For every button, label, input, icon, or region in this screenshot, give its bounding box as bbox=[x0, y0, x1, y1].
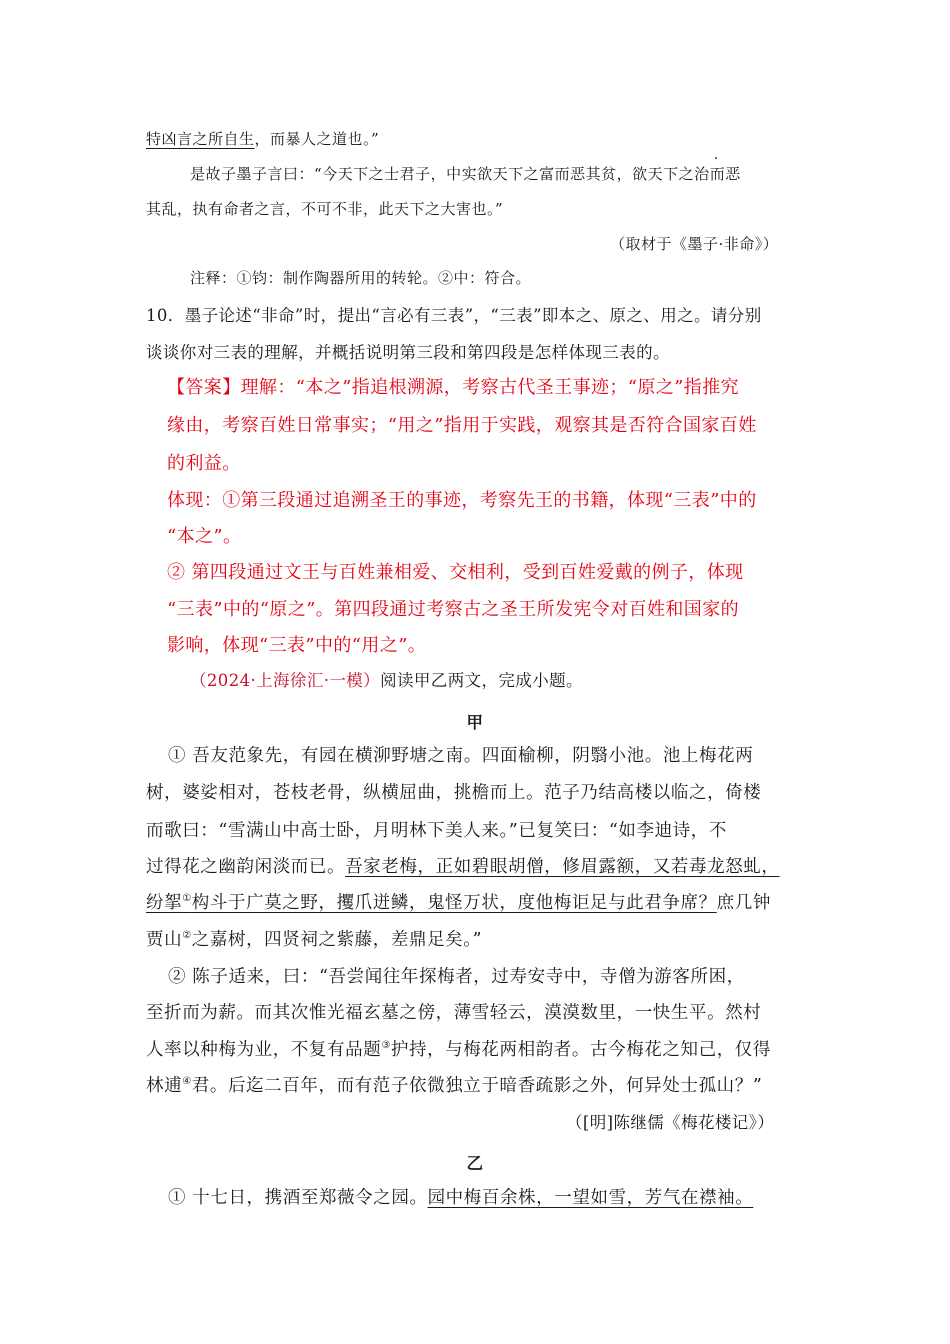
passage-line bbox=[146, 1036, 771, 1061]
answer-line: 的利益。 bbox=[167, 453, 241, 474]
emphasis-dot-char: 而 bbox=[709, 165, 726, 183]
passage-line: ② 陈子适来，曰：“吾尝闻往年探梅者，过寿安寺中，寺僧为游客所困， bbox=[168, 967, 745, 987]
question-line: 谈谈你对三表的理解，并概括说明第三段和第四段是怎样体现三表的。 bbox=[146, 343, 670, 362]
underlined-text: 特凶言之所自生 bbox=[146, 130, 255, 148]
passage-line: 树，婆娑相对，苍枝老骨，纵横屈曲，挑檐而上。范子乃结高楼以临之，倚楼 bbox=[146, 783, 762, 803]
text: 恶 bbox=[725, 165, 741, 183]
underlined-text: 园中梅百余株，一望如雪，芳气在襟袖。 bbox=[427, 1188, 754, 1208]
text: 君。后迄二百年，而有范子依微独立于暗香疏影之外，何异处士孤山？” bbox=[191, 1076, 763, 1096]
underlined-text: 吾家老梅，正如碧眼胡僧，修眉露额，又若毒龙怒虬， bbox=[345, 857, 780, 877]
passage-line bbox=[146, 926, 482, 951]
text: 纷挐 bbox=[146, 893, 183, 913]
answer-line: 缘由，考察百姓日常事实；“用之”指用于实践，观察其是否符合国家百姓 bbox=[167, 415, 757, 436]
source-tag: （2024·上海徐汇·一模） bbox=[190, 671, 381, 690]
excerpt-line bbox=[190, 163, 741, 184]
excerpt-line: 其乱，执有命者之言，不可不非，此天下之大害也。” bbox=[146, 200, 504, 218]
reading-intro bbox=[190, 667, 583, 691]
passage-line: 而歌曰：“雪满山中高士卧，月明林下美人来。”已复笑曰：“如李迪诗，不 bbox=[146, 821, 727, 841]
footnote-marker: ② bbox=[182, 930, 192, 942]
answer-line: 影响，体现“三表”中的“用之”。 bbox=[167, 635, 427, 656]
answer-line: “三表”中的“原之”。第四段通过考察古之圣王所发宪令对百姓和国家的 bbox=[167, 599, 740, 620]
passage-heading: 甲 bbox=[466, 713, 484, 732]
excerpt-line bbox=[146, 128, 379, 149]
text: ，而暴人之道也。” bbox=[254, 130, 380, 148]
source-citation: （[明]陈继儒《梅花楼记》） bbox=[566, 1113, 775, 1132]
passage-line bbox=[146, 889, 771, 914]
text: 人率以种梅为业，不复有品题 bbox=[146, 1040, 382, 1060]
passage-line: 至折而为薪。而其次惟光福玄墓之傍，薄雪轻云，漠漠数里，一快生平。然村 bbox=[146, 1003, 762, 1023]
passage-line bbox=[168, 1184, 753, 1209]
text: 构斗于广莫之野，攫爪迸鳞，鬼怪万状，度他梅讵足与此君争席？ bbox=[191, 893, 717, 913]
passage-heading: 乙 bbox=[466, 1154, 484, 1173]
question-line: 10．墨子论述“非命”时，提出“言必有三表”，“三表”即本之、原之、用之。请分别 bbox=[146, 306, 762, 325]
footnote-marker: ① bbox=[182, 893, 192, 905]
notes: 注释：①钧：制作陶器所用的转轮。②中：符合。 bbox=[190, 269, 532, 287]
text: 阅读甲乙两文，完成小题。 bbox=[380, 671, 583, 690]
passage-line bbox=[146, 1072, 762, 1097]
text: 是故子墨子言曰：“今天下之士君子，中实欲天下之富而恶其贫，欲天下之治 bbox=[190, 165, 710, 183]
text: ① 十七日，携酒至郑薇令之园。 bbox=[168, 1188, 428, 1208]
passage-line: ① 吾友范象先，有园在横泖野塘之南。四面榆柳，阴翳小池。池上梅花两 bbox=[168, 746, 754, 766]
passage-line bbox=[146, 853, 780, 878]
answer-line: ② 第四段通过文王与百姓兼相爱、交相利，受到百姓爱戴的例子，体现 bbox=[167, 562, 744, 583]
source-citation: （取材于《墨子·非命》） bbox=[610, 235, 779, 253]
text: 林逋 bbox=[146, 1076, 183, 1096]
text: 贾山 bbox=[146, 930, 183, 950]
text: 护持，与梅花两相韵者。古今梅花之知己，仅得 bbox=[390, 1040, 771, 1060]
text: 过得花之幽韵闲淡而已。 bbox=[146, 857, 346, 877]
text: 庶几钟 bbox=[716, 893, 771, 913]
footnote-marker: ④ bbox=[182, 1076, 192, 1088]
footnote-marker: ③ bbox=[381, 1040, 391, 1052]
answer-line: 【答案】理解：“本之”指追根溯源，考察古代圣王事迹；“原之”指推究 bbox=[167, 377, 740, 398]
underlined-text bbox=[146, 893, 717, 913]
text: 之嘉树，四贤祠之紫藤，差鼎足矣。” bbox=[191, 930, 483, 950]
answer-line: 体现：①第三段通过追溯圣王的事迹，考察先王的书籍，体现“三表”中的 bbox=[167, 490, 757, 511]
answer-line: “本之”。 bbox=[167, 526, 242, 547]
